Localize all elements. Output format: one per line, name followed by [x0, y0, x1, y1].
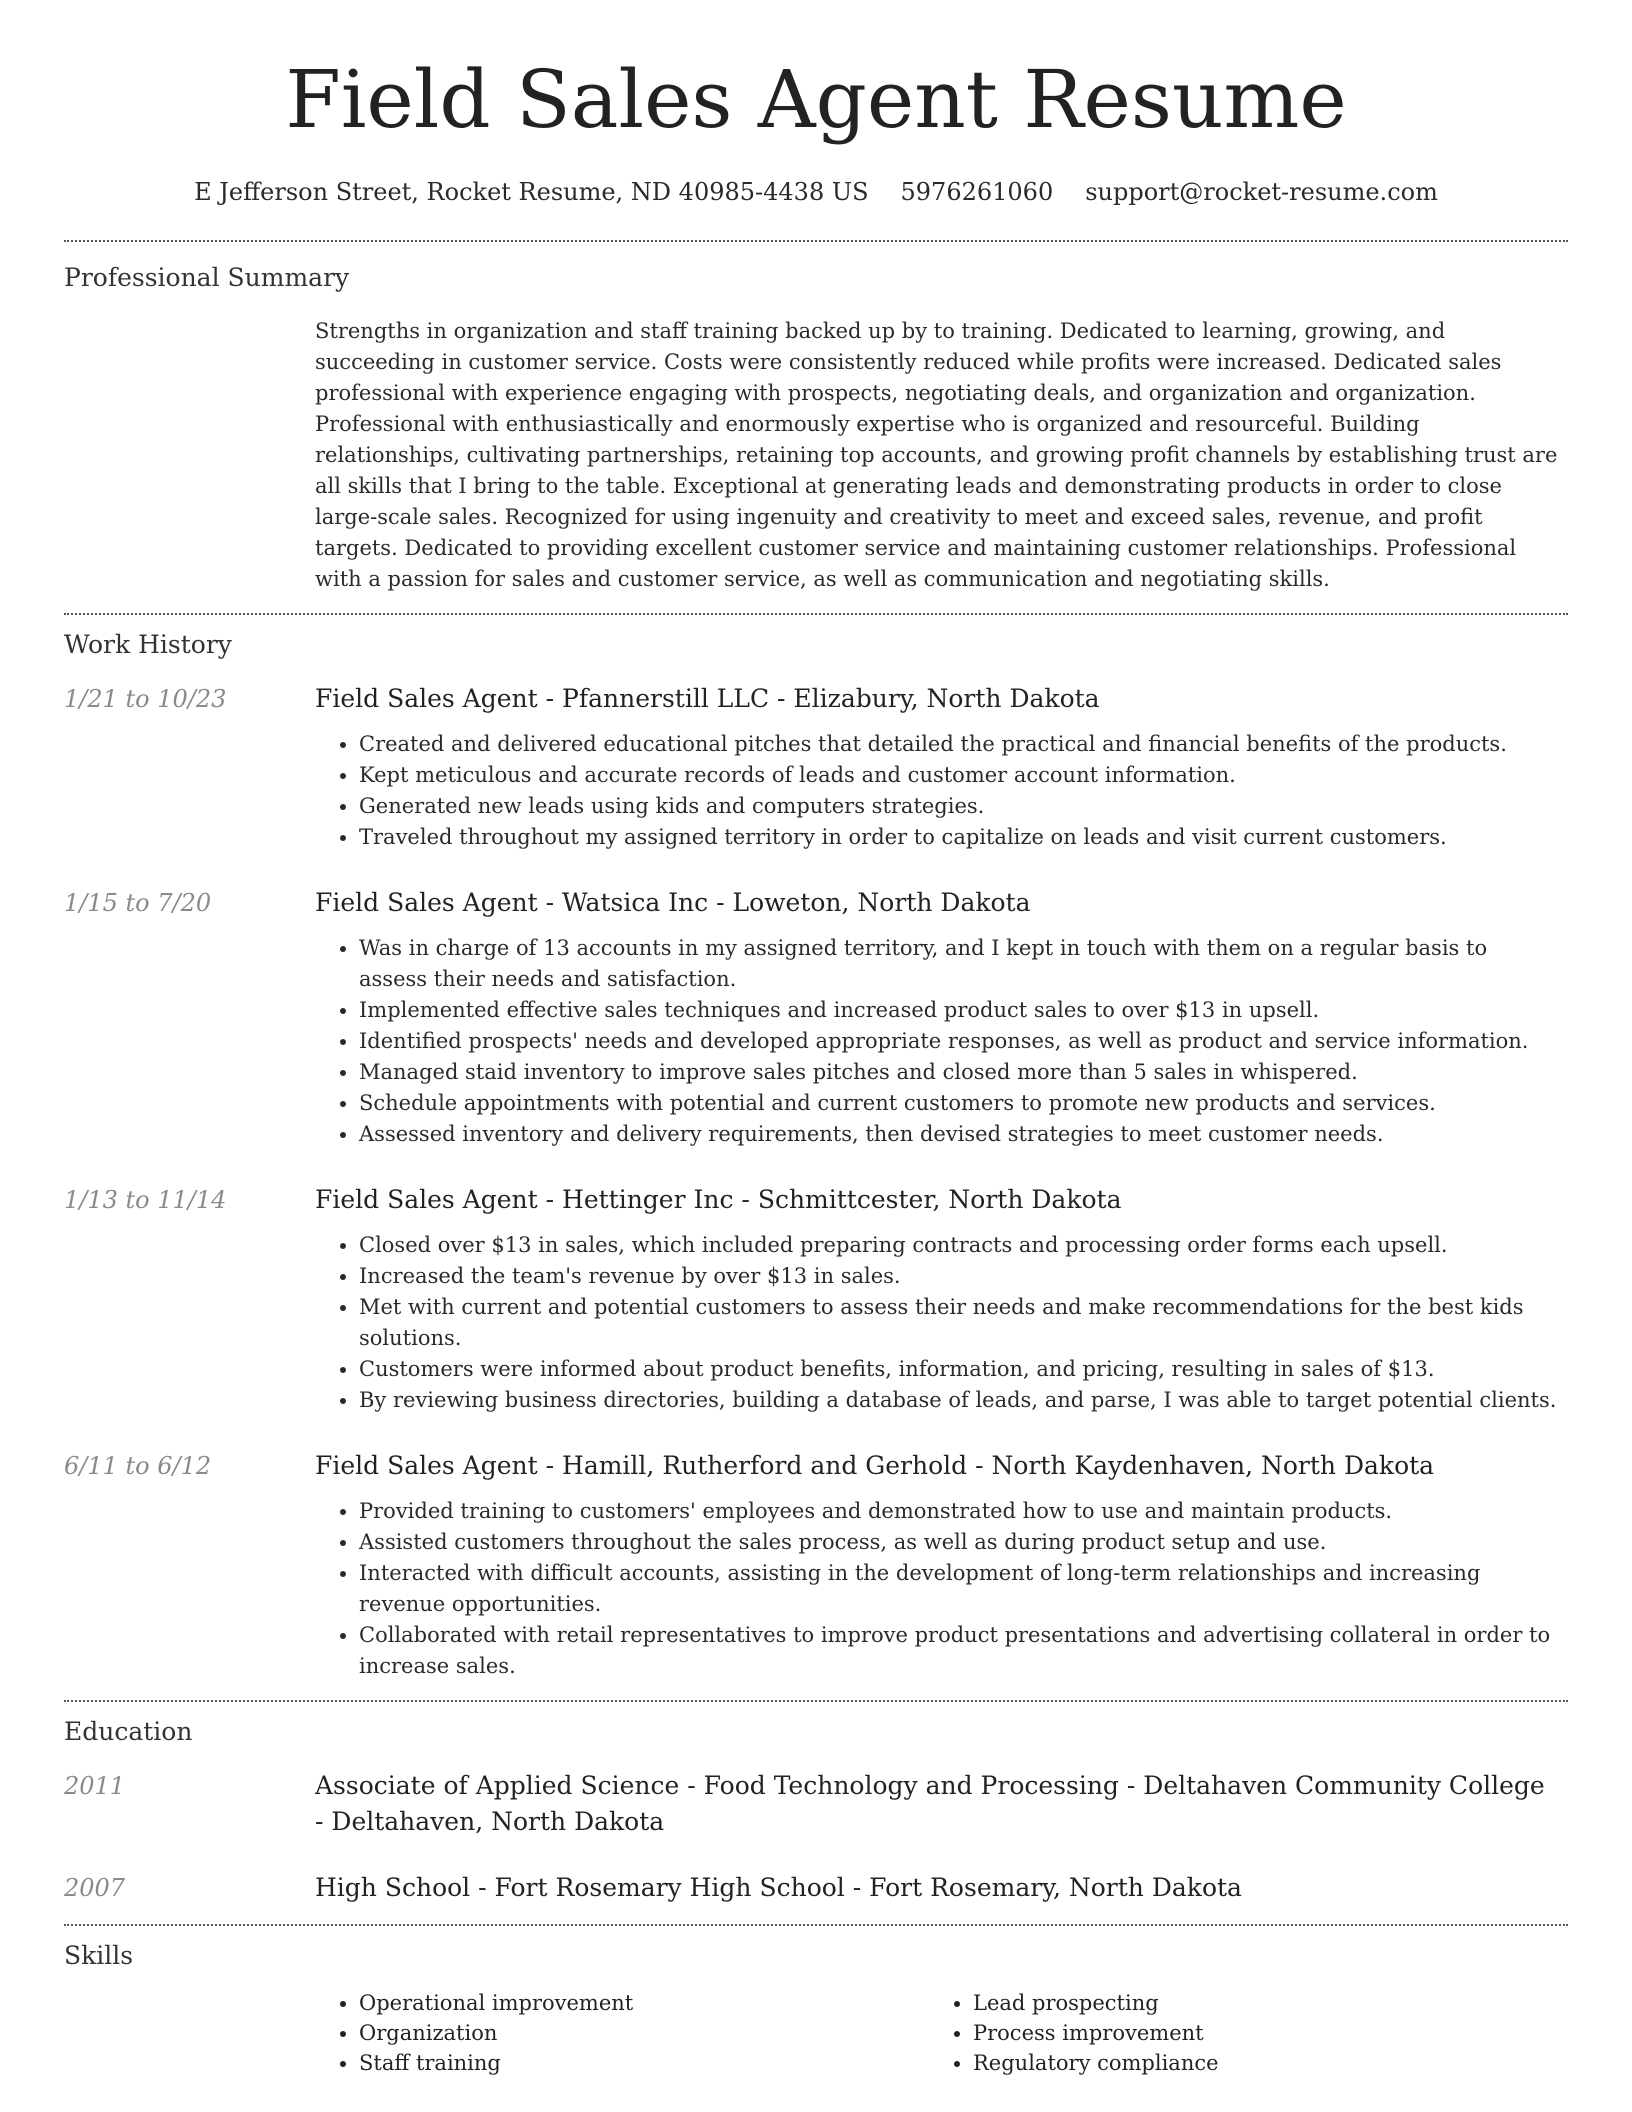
skills-left-column	[315, 1988, 929, 2078]
education-year: 2007	[64, 1874, 126, 1902]
job-bullet: • Kept meticulous and accurate records of leads and customer account information.	[359, 760, 1558, 791]
job-bullet: • Provided training to customers' employees and demonstrated how to use and maintain products.	[359, 1496, 1558, 1527]
education-title: Associate of Applied Science - Food Technology and Processing - Deltahaven Community College - Deltahaven, North Dakota	[315, 1771, 1545, 1836]
job-bullet: • Interacted with difficult accounts, assisting in the development of long-term relationships and increasing revenue opportunities.	[359, 1558, 1558, 1620]
job-bullet: • By reviewing business directories, building a database of leads, and parse, I was able to target potential clients.	[359, 1385, 1558, 1416]
job-bullet: • Managed staid inventory to improve sales pitches and closed more than 5 sales in whispered.	[359, 1057, 1558, 1088]
job-bullets	[315, 933, 1558, 1150]
job-bullet: • Met with current and potential customers to assess their needs and make recommendations for the best kids solutions.	[359, 1292, 1558, 1354]
skill-item: • Organization	[359, 2018, 929, 2048]
contact-line	[0, 178, 1632, 206]
skill-item: • Operational improvement	[359, 1988, 929, 2018]
skill-item: • Regulatory compliance	[973, 2048, 1543, 2078]
skill-item: • Lead prospecting	[973, 1988, 1543, 2018]
job-title: Field Sales Agent - Pfannerstill LLC - Elizabury, North Dakota	[315, 684, 1100, 713]
skills-section	[64, 1926, 1568, 2078]
job-bullet: • Customers were informed about product benefits, information, and pricing, resulting in sales of $13.	[359, 1354, 1558, 1385]
education-year: 2011	[64, 1772, 126, 1800]
work-history-heading: Work History	[64, 630, 232, 659]
summary-section	[64, 242, 1568, 595]
resume-title: Field Sales Agent Resume	[285, 53, 1347, 146]
skills-columns	[315, 1988, 1568, 2078]
job-title: Field Sales Agent - Watsica Inc - Loweton, North Dakota	[315, 888, 1031, 917]
contact-email: support@rocket-resume.com	[1085, 178, 1438, 206]
job-bullet: • Collaborated with retail representatives to improve product presentations and advertising collateral in order to increase sales.	[359, 1620, 1558, 1682]
contact-address: E Jefferson Street, Rocket Resume, ND 40985-4438 US	[194, 178, 869, 206]
skills-heading: Skills	[64, 1941, 134, 1970]
job-bullets	[315, 1496, 1558, 1682]
work-history-section	[64, 615, 1568, 1700]
job-bullet: • Implemented effective sales techniques and increased product sales to over $13 in upsell.	[359, 995, 1558, 1026]
job-entry	[64, 681, 1568, 853]
job-bullet: • Traveled throughout my assigned territory in order to capitalize on leads and visit current customers.	[359, 822, 1558, 853]
job-dates: 1/21 to 10/23	[64, 685, 227, 713]
job-dates: 1/15 to 7/20	[64, 889, 212, 917]
contact-phone: 5976261060	[900, 178, 1054, 206]
job-dates: 1/13 to 11/14	[64, 1186, 227, 1214]
job-bullet: • Assisted customers throughout the sales process, as well as during product setup and use.	[359, 1527, 1558, 1558]
summary-text: Strengths in organization and staff training backed up by to training. Dedicated to learning, growing, and succeeding in customer service. Costs were consistently reduced while profits were increased. Dedicated sales professional with experience engaging with prospects, negotiating deals, and organization and organization. Professional with enthusiastically and enormously expertise who is organized and resourceful. Building relationships, cultivating partnerships, retaining top accounts, and growing profit channels by establishing trust are all skills that I bring to the table. Exceptional at generating leads and demonstrating products in order to close large-scale sales. Recognized for using ingenuity and creativity to meet and exceed sales, revenue, and profit targets. Dedicated to providing excellent customer service and maintaining customer relationships. Professional with a passion for sales and customer service, as well as communication and negotiating skills.	[315, 319, 1558, 591]
job-bullet: • Created and delivered educational pitches that detailed the practical and financial benefits of the products.	[359, 729, 1558, 760]
education-entry	[64, 1870, 1568, 1906]
job-bullet: • Increased the team's revenue by over $13 in sales.	[359, 1261, 1558, 1292]
job-bullets	[315, 1230, 1558, 1416]
education-heading: Education	[64, 1717, 193, 1746]
job-bullet: • Was in charge of 13 accounts in my assigned territory, and I kept in touch with them on a regular basis to assess their needs and satisfaction.	[359, 933, 1558, 995]
job-bullet: • Schedule appointments with potential and current customers to promote new products and services.	[359, 1088, 1558, 1119]
summary-heading: Professional Summary	[64, 263, 350, 292]
job-bullet: • Closed over $13 in sales, which included preparing contracts and processing order forms each upsell.	[359, 1230, 1558, 1261]
job-bullet: • Generated new leads using kids and computers strategies.	[359, 791, 1558, 822]
skills-right-column	[929, 1988, 1543, 2078]
job-title: Field Sales Agent - Hettinger Inc - Schmittcester, North Dakota	[315, 1185, 1122, 1214]
job-bullet: • Assessed inventory and delivery requirements, then devised strategies to meet customer needs.	[359, 1119, 1558, 1150]
job-bullets	[315, 729, 1558, 853]
education-title: High School - Fort Rosemary High School - Fort Rosemary, North Dakota	[315, 1873, 1242, 1902]
job-bullet: • Identified prospects' needs and developed appropriate responses, as well as product and service information.	[359, 1026, 1558, 1057]
job-entry	[64, 1448, 1568, 1682]
education-entry	[64, 1768, 1568, 1840]
skill-item: • Process improvement	[973, 2018, 1543, 2048]
job-title: Field Sales Agent - Hamill, Rutherford and Gerhold - North Kaydenhaven, North Dakota	[315, 1451, 1435, 1480]
resume-header	[0, 0, 1632, 206]
skill-item: • Staff training	[359, 2048, 929, 2078]
education-section	[64, 1702, 1568, 1924]
job-entry	[64, 885, 1568, 1150]
job-dates: 6/11 to 6/12	[64, 1452, 212, 1480]
job-entry	[64, 1182, 1568, 1416]
